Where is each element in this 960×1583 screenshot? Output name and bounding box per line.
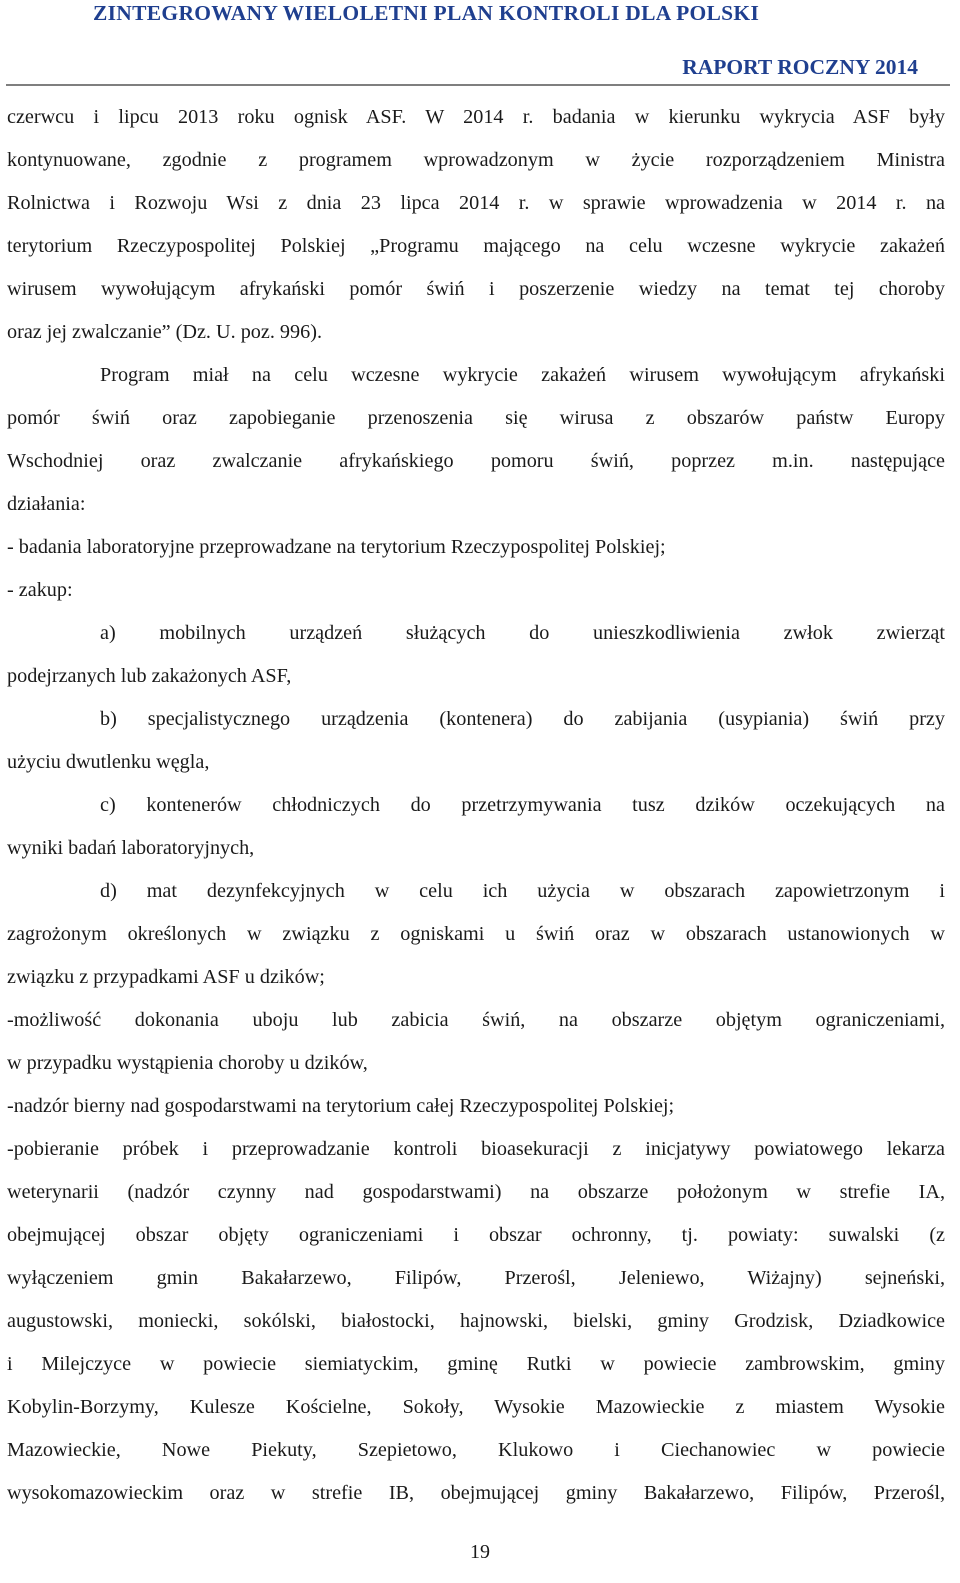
text-line: weterynarii (nadzór czynny nad gospodarstwami) na obszarze położonym w strefie IA, (7, 1181, 945, 1203)
text-line: - badania laboratoryjne przeprowadzane na terytorium Rzeczypospolitej Polskiej; (7, 536, 666, 558)
header-divider (6, 84, 950, 86)
text-line: augustowski, moniecki, sokólski, białostocki, hajnowski, bielski, gminy Grodzisk, Dziadkowice (7, 1310, 945, 1332)
text-line: użyciu dwutlenku węgla, (7, 751, 210, 773)
text-line: -nadzór bierny nad gospodarstwami na terytorium całej Rzeczypospolitej Polskiej; (7, 1095, 675, 1117)
report-title: ZINTEGROWANY WIELOLETNI PLAN KONTROLI DLA POLSKI (93, 1, 760, 25)
text-line: obejmującej obszar objęty ograniczeniami i obszar ochronny, tj. powiaty: suwalski (z (7, 1224, 945, 1246)
text-line: -pobieranie próbek i przeprowadzanie kontroli bioasekuracji z inicjatywy powiatowego lekarza (7, 1138, 945, 1160)
text-line: b) specjalistycznego urządzenia (kontenera) do zabijania (usypiania) świń przy (100, 708, 945, 730)
text-line: -możliwość dokonania uboju lub zabicia świń, na obszarze objętym ograniczeniami, (7, 1009, 945, 1031)
text-line: c) kontenerów chłodniczych do przetrzymywania tusz dzików oczekujących na (100, 794, 945, 816)
page-number: 19 (470, 1541, 490, 1563)
text-line: w przypadku wystąpienia choroby u dzików, (7, 1052, 368, 1074)
text-line: Wschodniej oraz zwalczanie afrykańskiego pomoru świń, poprzez m.in. następujące (7, 450, 945, 472)
text-line: wyniki badań laboratoryjnych, (7, 837, 255, 859)
text-line: zagrożonym określonych w związku z ogniskami u świń oraz w obszarach ustanowionych w (7, 923, 945, 945)
text-line: Mazowieckie, Nowe Piekuty, Szepietowo, Klukowo i Ciechanowiec w powiecie (7, 1439, 945, 1461)
text-line: wysokomazowieckim oraz w strefie IB, obejmującej gminy Bakałarzewo, Filipów, Przerośl, (7, 1482, 945, 1504)
text-line: związku z przypadkami ASF u dzików; (7, 966, 325, 988)
text-line: czerwcu i lipcu 2013 roku ognisk ASF. W 2014 r. badania w kierunku wykrycia ASF były (7, 106, 945, 128)
text-line: oraz jej zwalczanie” (Dz. U. poz. 996). (7, 321, 322, 343)
text-line: Rolnictwa i Rozwoju Wsi z dnia 23 lipca 2014 r. w sprawie wprowadzenia w 2014 r. na (7, 192, 945, 214)
text-line: terytorium Rzeczypospolitej Polskiej „Programu mającego na celu wczesne wykrycie zakażeń (7, 235, 945, 257)
body-text (7, 96, 945, 1515)
text-line: d) mat dezynfekcyjnych w celu ich użycia w obszarach zapowietrzonym i (100, 880, 945, 902)
text-line: i Milejczyce w powiecie siemiatyckim, gminę Rutki w powiecie zambrowskim, gminy (7, 1353, 945, 1375)
text-line: działania: (7, 493, 86, 515)
text-line: wirusem wywołującym afrykański pomór świń i poszerzenie wiedzy na temat tej choroby (7, 278, 945, 300)
text-line: - zakup: (7, 579, 73, 601)
text-line: Kobylin-Borzymy, Kulesze Kościelne, Sokoły, Wysokie Mazowieckie z miastem Wysokie (7, 1396, 945, 1418)
report-subtitle: RAPORT ROCZNY 2014 (682, 55, 918, 79)
page-header (0, 0, 960, 86)
text-line: Program miał na celu wczesne wykrycie zakażeń wirusem wywołującym afrykański (100, 364, 945, 386)
text-line: kontynuowane, zgodnie z programem wprowadzonym w życie rozporządzeniem Ministra (7, 149, 945, 171)
text-line: podejrzanych lub zakażonych ASF, (7, 665, 292, 687)
text-line: pomór świń oraz zapobieganie przenoszenia się wirusa z obszarów państw Europy (7, 407, 945, 429)
text-line: a) mobilnych urządzeń służących do unieszkodliwienia zwłok zwierząt (100, 622, 945, 644)
text-line: wyłączeniem gmin Bakałarzewo, Filipów, Przerośl, Jeleniewo, Wiżajny) sejneński, (7, 1267, 945, 1289)
